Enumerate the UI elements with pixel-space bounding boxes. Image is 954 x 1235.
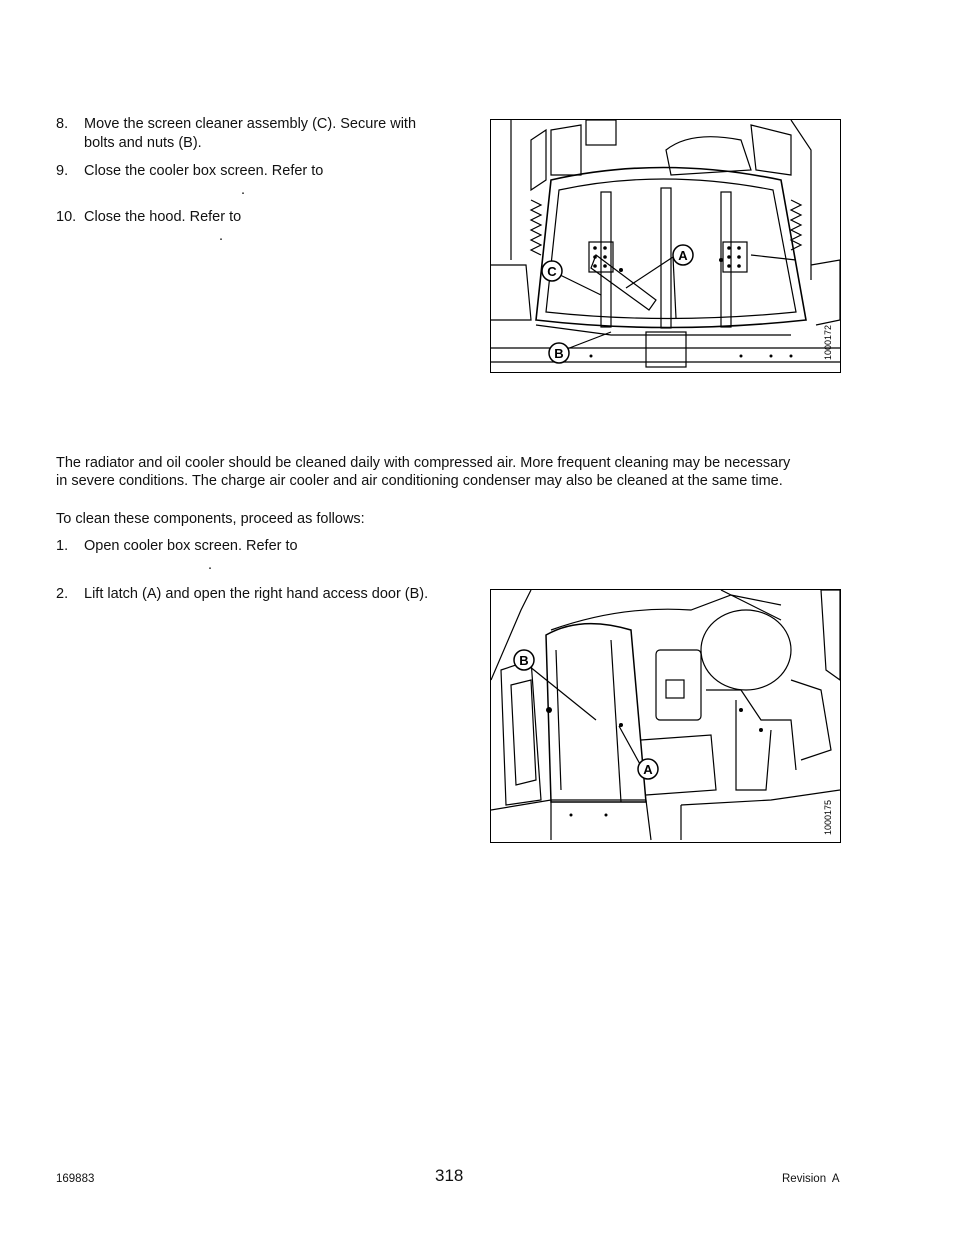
callout-label: A xyxy=(643,762,653,777)
callout-label: B xyxy=(519,653,529,668)
proceed-text: To clean these components, proceed as follows: xyxy=(56,511,365,527)
doc-number: 169883 xyxy=(56,1173,95,1185)
intro-line2: in severe conditions. The charge air cooler and air conditioning condenser may also be cleaned at the same time. xyxy=(56,473,783,489)
callout-a xyxy=(638,759,658,779)
page-number: 318 xyxy=(435,1166,464,1185)
step-number: 1. xyxy=(56,538,69,554)
figure-access-door xyxy=(490,589,841,843)
step-text-line2: . xyxy=(219,228,224,244)
step-text-line2: . xyxy=(241,182,246,198)
figure-id: 1000175 xyxy=(823,799,833,835)
step-number: 10. xyxy=(56,209,77,225)
step-text-line1: Close the cooler box screen. Refer to xyxy=(84,163,324,179)
step-number: 2. xyxy=(56,586,69,602)
step-text-line2: . xyxy=(208,557,213,573)
callout-b xyxy=(549,343,569,363)
step-text-line1: Close the hood. Refer to xyxy=(84,209,242,225)
step-text-line1: Move the screen cleaner assembly (C). Secure with xyxy=(84,116,417,132)
callout-label: B xyxy=(554,346,564,361)
figure-id: 1000172 xyxy=(823,324,833,360)
intro-line1: The radiator and oil cooler should be cleaned daily with compressed air. More frequent cleaning may be necessary xyxy=(56,455,791,471)
intro-paragraph xyxy=(56,454,848,490)
callout-a xyxy=(673,245,693,265)
step-text-line2: bolts and nuts (B). xyxy=(84,135,202,151)
figure-screen-cleaner xyxy=(490,119,841,373)
step-number: 9. xyxy=(56,163,69,179)
callout-label: A xyxy=(678,248,688,263)
callout-c xyxy=(542,261,562,281)
screen-cleaner-illustration xyxy=(491,120,840,372)
step-number: 8. xyxy=(56,116,69,132)
step-text-line1: Open cooler box screen. Refer to xyxy=(84,538,298,554)
access-door-illustration xyxy=(491,590,840,842)
callout-label: C xyxy=(547,264,557,279)
step-text-line1: Lift latch (A) and open the right hand access door (B). xyxy=(84,586,429,602)
revision-label: Revision A xyxy=(782,1173,840,1185)
callout-b xyxy=(514,650,534,670)
